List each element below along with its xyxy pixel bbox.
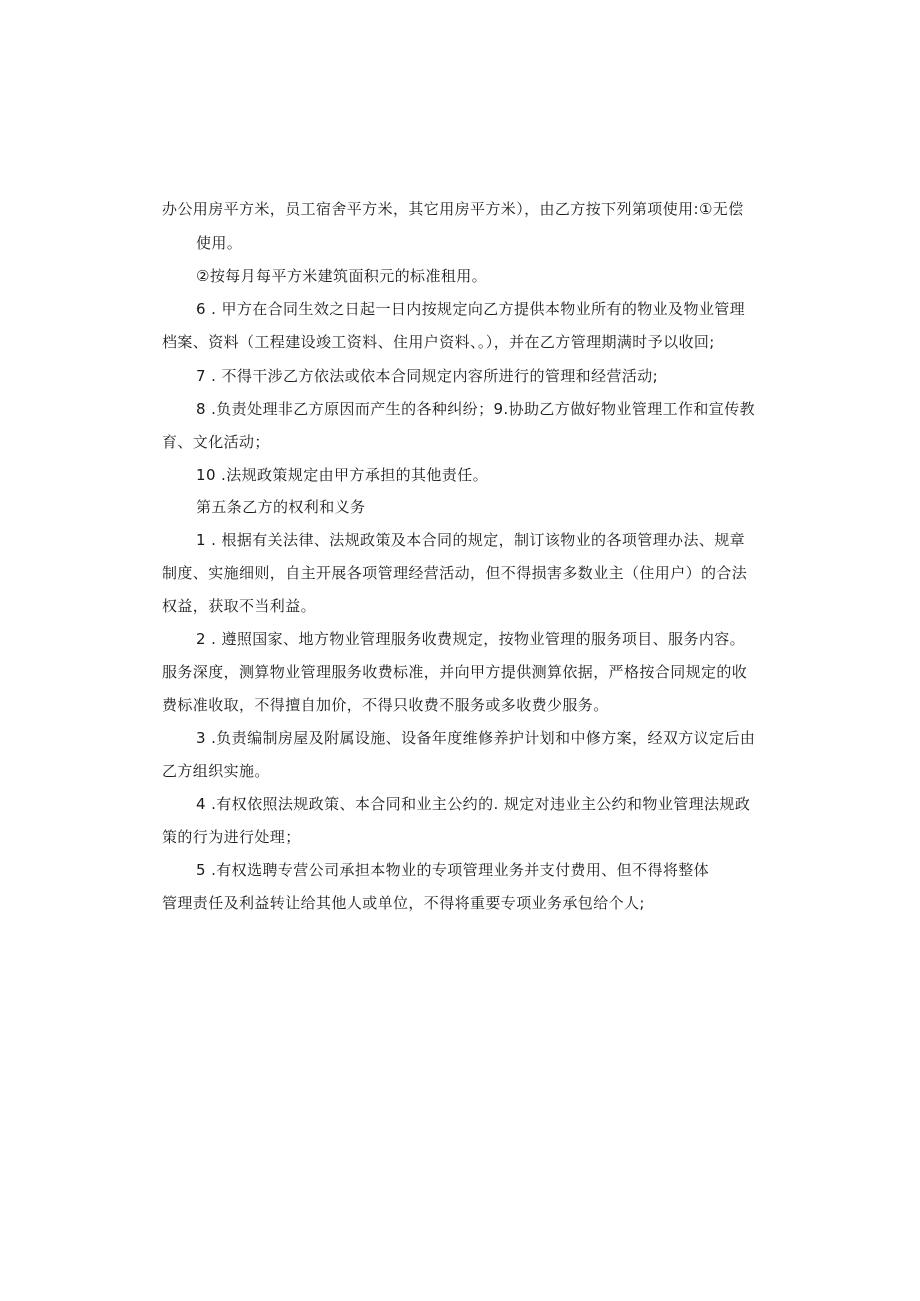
text-line: 服务深度，测算物业管理服务收费标准，并向甲方提供测算依据，严格按合同规定的收 [162, 663, 748, 681]
text-line: 使用。 [196, 234, 243, 252]
text-line: 费标准收取，不得擅自加价，不得只收费不服务或多收费少服务。 [162, 696, 609, 714]
text-line: ②按每月每平方米建筑面积元的标准租用。 [196, 267, 488, 285]
text-line: 办公用房平方米，员工宿舍平方米，其它用房平方米），由乙方按下列第项使用:①无偿 [162, 200, 744, 218]
text-line: 5 .有权选聘专营公司承担本物业的专项管理业务并支付费用、但不得将整体 [196, 861, 710, 879]
text-line: 育、文化活动； [162, 433, 270, 451]
text-line: 档案、资料（工程建设竣工资料、住用户资料、。），并在乙方管理期满时予以收回; [162, 333, 715, 351]
text-line: 1 . 根据有关法律、法规政策及本合同的规定，制订该物业的各项管理办法、规章 [196, 531, 746, 549]
text-line: 7 . 不得干涉乙方依法或依本合同规定内容所进行的管理和经营活动; [196, 367, 659, 385]
text-line: 管理责任及利益转让给其他人或单位，不得将重要专项业务承包给个人; [162, 894, 645, 912]
section-heading: 第五条乙方的权利和义务 [196, 498, 366, 516]
text-line: 10 .法规政策规定由甲方承担的其他责任。 [196, 466, 489, 484]
text-line: 权益，获取不当利益。 [162, 597, 317, 615]
text-line: 2 . 遵照国家、地方物业管理服务收费规定，按物业管理的服务项目、服务内容。 [196, 630, 746, 648]
text-line: 乙方组织实施。 [162, 762, 270, 780]
text-line: 制度、实施细则，自主开展各项管理经营活动，但不得损害多数业主（住用户）的合法 [162, 564, 748, 582]
text-line: 策的行为进行处理； [162, 828, 301, 846]
text-line: 4 .有权依照法规政策、本合同和业主公约的. 规定对违业主公约和物业管理法规政 [196, 795, 751, 813]
text-line: 8 .负责处理非乙方原因而产生的各种纠纷；9.协助乙方做好物业管理工作和宣传教 [196, 400, 755, 418]
text-line: 6 . 甲方在合同生效之日起一日内按规定向乙方提供本物业所有的物业及物业管理 [196, 300, 746, 318]
text-line: 3 .负责编制房屋及附属设施、设备年度维修养护计划和中修方案，经双方议定后由 [196, 729, 756, 747]
